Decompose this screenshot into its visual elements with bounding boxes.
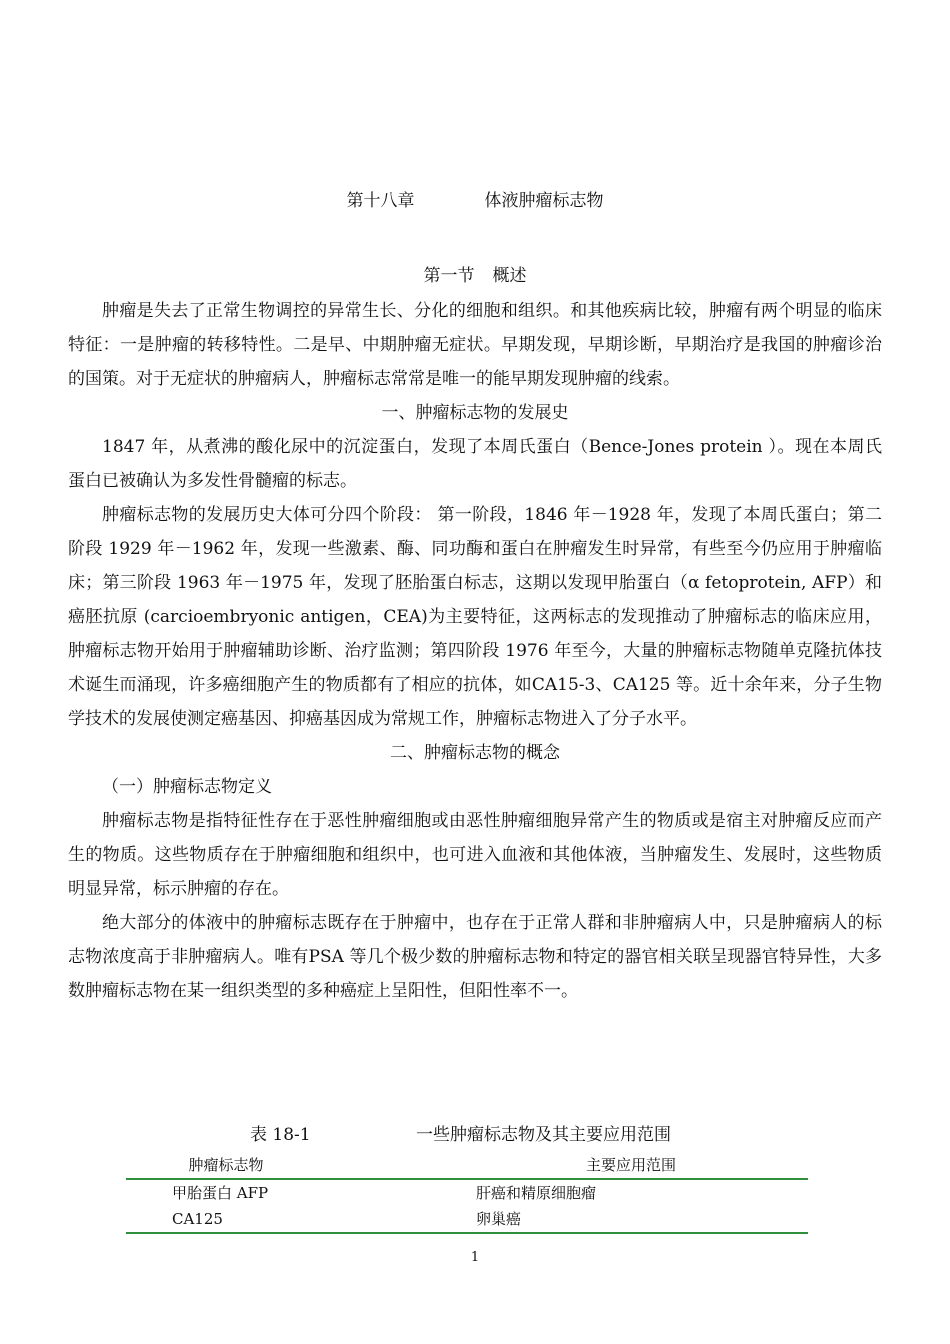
paragraph-stages: 肿瘤标志物的发展历史大体可分四个阶段： 第一阶段，1846 年－1928 年，发现了本周氏蛋白；第二阶段 1929 年－1962 年，发现一些激素、酶、同功酶和蛋白在肿瘤发生时异常，有些至今仍应用于肿瘤临床；第三阶段 1963 年－1975 年，发现了胚胎蛋白标志，这期以发现甲胎蛋白（α fetoprotein, AFP）和癌胚抗原 (carcioembryonic antigen，CEA)为主要特征，这两标志的发现推动了肿瘤标志的临床应用，肿瘤标志物开始用于肿瘤辅助诊断、治疗监测；第四阶段 1976 年至今，大量的肿瘤标志物随单克隆抗体技术诞生而涌现，许多癌细胞产生的物质都有了相应的抗体，如CA15-3、CA125 等。近十余年来，分子生物学技术的发展使测定癌基因、抑癌基因成为常规工作，肿瘤标志物进入了分子水平。 [68, 505, 882, 729]
table-row [126, 1180, 808, 1206]
table-rule-bottom [126, 1232, 808, 1234]
table-cell-application: 卵巢癌 [476, 1210, 522, 1228]
table-header-marker: 肿瘤标志物 [188, 1156, 264, 1174]
heading-history: 一、肿瘤标志物的发展史 [381, 403, 569, 423]
paragraph-specificity: 绝大部分的体液中的肿瘤标志既存在于肿瘤中，也存在于正常人群和非肿瘤病人中，只是肿瘤病人的标志物浓度高于非肿瘤病人。唯有PSA 等几个极少数的肿瘤标志物和特定的器官相关联呈现器官特异性，大多数肿瘤标志物在某一组织类型的多种癌症上呈阳性，但阳性率不一。 [68, 913, 882, 1001]
paragraph-intro: 肿瘤是失去了正常生物调控的异常生长、分化的细胞和组织。和其他疾病比较，肿瘤有两个明显的临床特征：一是肿瘤的转移特性。二是早、中期肿瘤无症状。早期发现，早期诊断，早期治疗是我国的肿瘤诊治的国策。对于无症状的肿瘤病人，肿瘤标志常常是唯一的能早期发现肿瘤的线索。 [68, 301, 882, 389]
paragraph-definition: 肿瘤标志物是指特征性存在于恶性肿瘤细胞或由恶性肿瘤细胞异常产生的物质或是宿主对肿瘤反应而产生的物质。这些物质存在于肿瘤细胞和组织中，也可进入血液和其他体液，当肿瘤发生、发展时，这些物质明显异常，标示肿瘤的存在。 [68, 811, 882, 899]
chapter-number: 第十八章 [346, 191, 415, 211]
table-header-row [126, 1152, 808, 1178]
section-name: 概述 [492, 266, 527, 286]
table-header-application: 主要应用范围 [586, 1156, 677, 1174]
table-cell-marker: CA125 [172, 1210, 223, 1228]
table-caption-title: 一些肿瘤标志物及其主要应用范围 [416, 1125, 671, 1145]
section-title [0, 261, 950, 286]
table-cell-marker: 甲胎蛋白 AFP [172, 1184, 269, 1202]
chapter-name: 体液肿瘤标志物 [484, 191, 604, 211]
body-text [68, 294, 882, 1008]
heading-concept: 二、肿瘤标志物的概念 [390, 743, 560, 763]
table-cell-application: 肝癌和精原细胞瘤 [476, 1184, 597, 1202]
section-number: 第一节 [423, 266, 475, 286]
marker-table [126, 1152, 808, 1234]
table-row [126, 1206, 808, 1232]
chapter-title [0, 186, 950, 211]
page-number: 1 [470, 1250, 480, 1265]
paragraph-bence-jones: 1847 年，从煮沸的酸化尿中的沉淀蛋白，发现了本周氏蛋白（Bence-Jones protein ）。现在本周氏蛋白已被确认为多发性骨髓瘤的标志。 [68, 437, 882, 491]
heading-definition: （一）肿瘤标志物定义 [102, 777, 272, 797]
table-caption-number: 表 18-1 [250, 1125, 311, 1145]
